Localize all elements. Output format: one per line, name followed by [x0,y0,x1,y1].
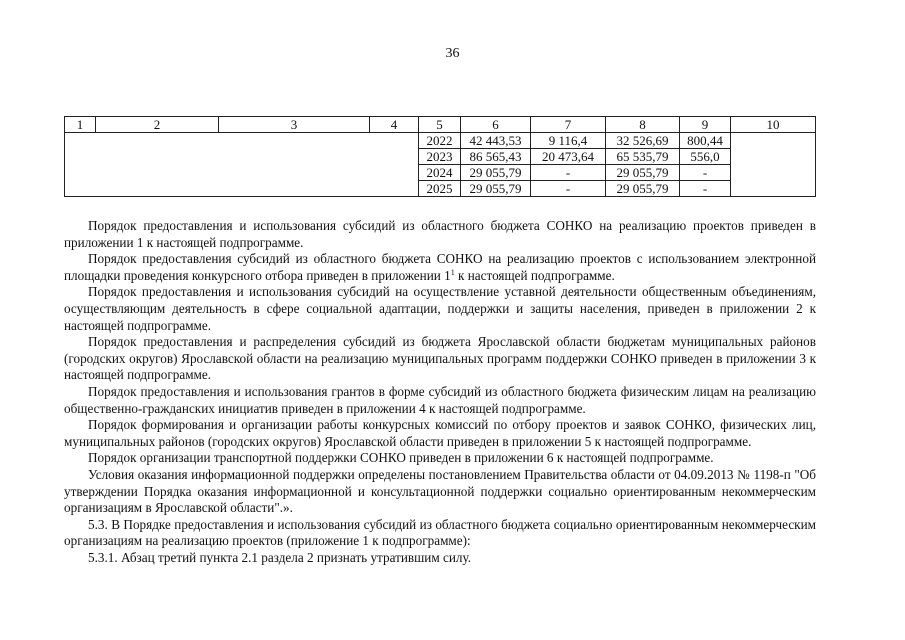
header-cell: 10 [731,117,816,133]
header-cell: 5 [419,117,461,133]
header-cell: 2 [96,117,219,133]
table-cell: 42 443,53 [461,133,531,149]
table-cell: 2022 [419,133,461,149]
table-cell: - [531,181,606,197]
header-cell: 6 [461,117,531,133]
merged-blank-cell [65,133,419,197]
paragraph: Порядок организации транспортной поддержки СОНКО приведен в приложении 6 к настоящей подпрограмме. [88,450,714,466]
paragraph: 5.3. В Порядке предоставления и использования субсидий из областного бюджета социально ориентированным некоммерческим организациям на реализацию проектов (приложение 1 к подпрограмме): [64,516,816,549]
superscript: 1 [450,267,455,277]
table-cell: 29 055,79 [461,181,531,197]
table-cell: 65 535,79 [606,149,680,165]
paragraph: Порядок предоставления и использования субсидий из областного бюджета СОНКО на реализацию проектов приведен в приложении 1 к настоящей подпрограмме. [64,218,816,250]
header-cell: 9 [680,117,731,133]
table-cell: 32 526,69 [606,133,680,149]
table-cell: 29 055,79 [606,165,680,181]
paragraph: Порядок предоставления и распределения субсидий из бюджета Ярославской области бюджетам муниципальных районов (городских округов) Ярославской области на реализацию муниципальных программ поддержки СОНКО приведен в приложении 3 к настоящей подпрограмме. [64,334,816,383]
table-cell: 2024 [419,165,461,181]
paragraph: 5.3.1. Абзац третий пункта 2.1 раздела 2 признать утратившим силу. [88,549,472,565]
paragraph-text-tail: к настоящей подпрограмме. [454,267,615,283]
table-cell: 556,0 [680,149,731,165]
table-row [65,133,816,149]
table-cell: 29 055,79 [606,181,680,197]
paragraph: Порядок формирования и организации работы конкурсных комиссий по отбору проектов и заявок СОНКО, физических лиц, муниципальных районов (городских округов) Ярославской области приведен в приложении 5 к настоящей подпрограмме. [64,417,816,449]
table-cell: - [531,165,606,181]
table-cell: - [680,165,731,181]
paragraph: Порядок предоставления и использования грантов в форме субсидий из областного бюджета физическим лицам на реализацию общественно-гражданских инициатив приведен в приложении 4 к настоящей подпрограмме. [64,383,816,416]
header-cell: 3 [219,117,370,133]
table-cell: 29 055,79 [461,165,531,181]
header-cell: 1 [65,117,96,133]
table-cell: 800,44 [680,133,731,149]
table-cell: 86 565,43 [461,149,531,165]
column-10-blank-cell [731,133,816,197]
budget-table [64,116,816,197]
paragraph: Порядок предоставления и использования субсидий на осуществление уставной деятельности общественным объединениям, осуществляющим деятельность в сфере социальной адаптации, поддержки и защиты населения, приведен в приложении 2 к настоящей подпрограмме. [64,284,816,333]
header-cell: 4 [370,117,419,133]
header-cell: 7 [531,117,606,133]
table-cell: - [680,181,731,197]
header-cell: 8 [606,117,680,133]
table-header-row [65,117,816,133]
table-cell: 2025 [419,181,461,197]
table-cell: 20 473,64 [531,149,606,165]
page-number: 36 [445,46,460,61]
document-body [64,218,816,566]
paragraph [64,251,816,284]
paragraph: Условия оказания информационной поддержки определены постановлением Правительства области от 04.09.2013 № 1198-п "Об утверждении Порядка оказания информационной и консультационной поддержки социально ориентированным некоммерческим организациям в Ярославской области".». [64,466,816,516]
table-cell: 2023 [419,149,461,165]
table-cell: 9 116,4 [531,133,606,149]
paragraph-text: Порядок предоставления субсидий из областного бюджета СОНКО на реализацию проектов с использованием электронной площадки проведения конкурсного отбора приведен в приложении 1 [64,251,816,283]
